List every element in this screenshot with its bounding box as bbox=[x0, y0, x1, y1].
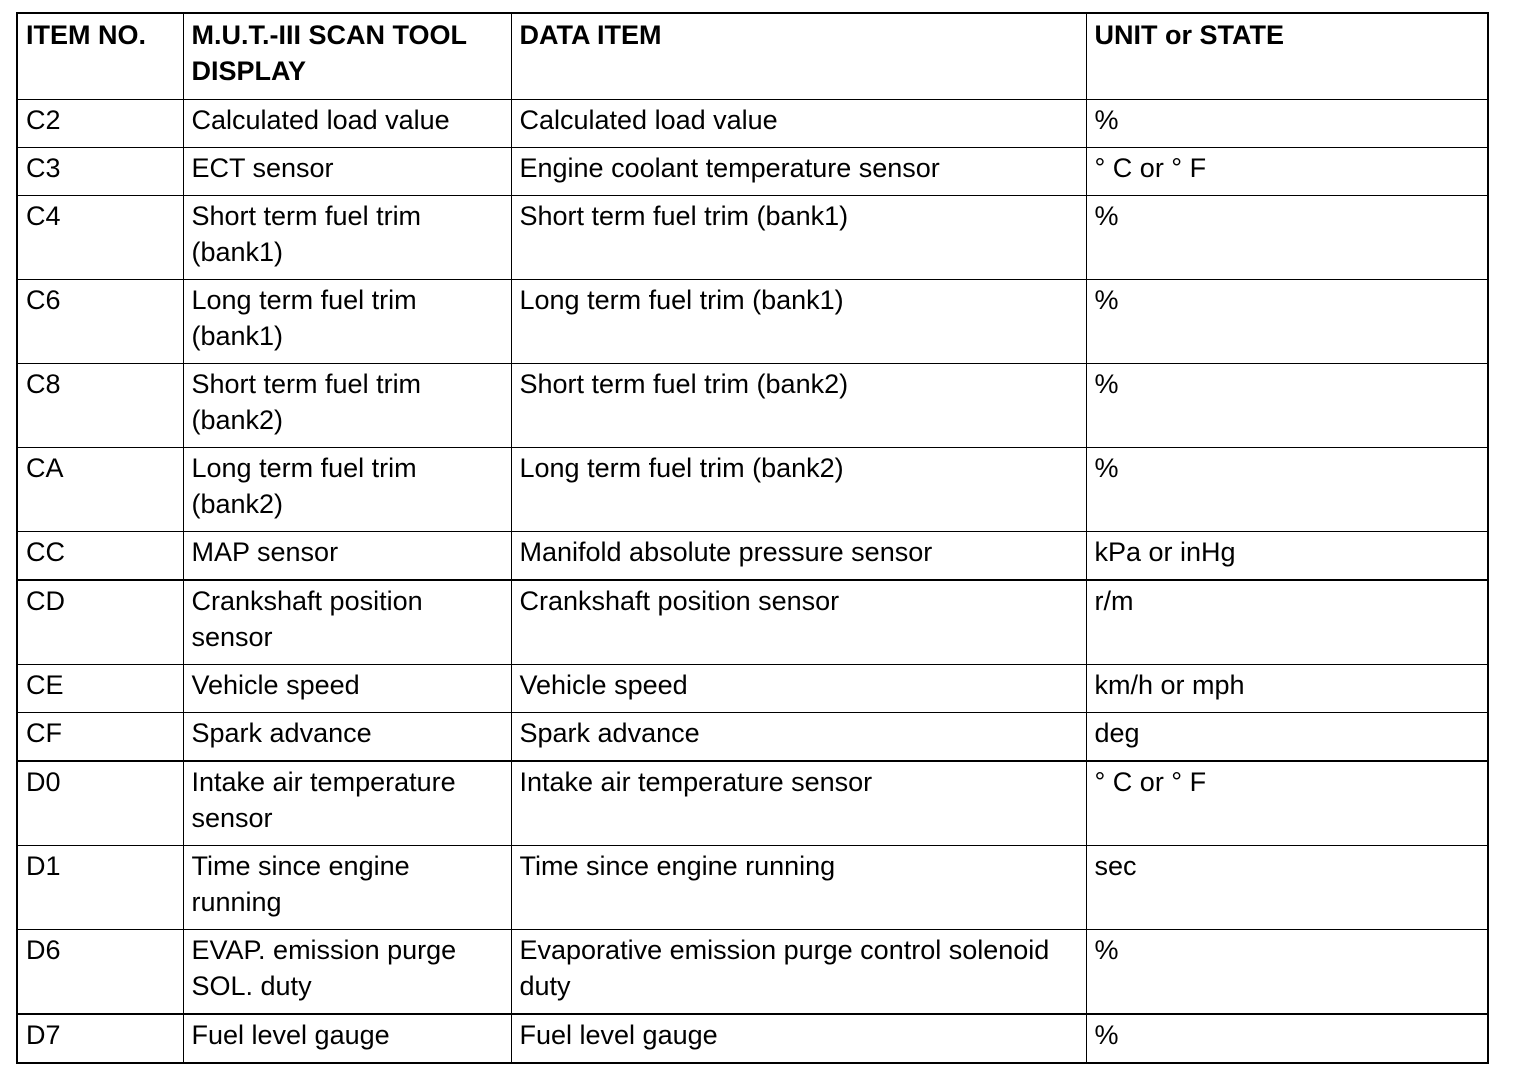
cell-data-item: Manifold absolute pressure sensor bbox=[511, 532, 1086, 581]
cell-data-item: Time since engine running bbox=[511, 846, 1086, 930]
table-row bbox=[17, 846, 1488, 930]
cell-data-item: Long term fuel trim (bank1) bbox=[511, 280, 1086, 364]
cell-unit: % bbox=[1086, 1014, 1488, 1063]
cell-data-item: Vehicle speed bbox=[511, 665, 1086, 713]
table-header-row bbox=[17, 13, 1488, 100]
cell-item-no: D6 bbox=[17, 930, 183, 1015]
cell-unit: % bbox=[1086, 448, 1488, 532]
cell-unit: % bbox=[1086, 100, 1488, 148]
header-item-no: ITEM NO. bbox=[17, 13, 183, 100]
table-row bbox=[17, 196, 1488, 280]
table-row bbox=[17, 580, 1488, 665]
cell-item-no: C2 bbox=[17, 100, 183, 148]
cell-unit: sec bbox=[1086, 846, 1488, 930]
table-row bbox=[17, 532, 1488, 581]
cell-data-item: Spark advance bbox=[511, 713, 1086, 762]
header-data-item: DATA ITEM bbox=[511, 13, 1086, 100]
cell-item-no: D7 bbox=[17, 1014, 183, 1063]
cell-unit: r/m bbox=[1086, 580, 1488, 665]
cell-item-no: D1 bbox=[17, 846, 183, 930]
cell-scan-tool-display: Fuel level gauge bbox=[183, 1014, 511, 1063]
cell-item-no: C3 bbox=[17, 148, 183, 196]
cell-item-no: C6 bbox=[17, 280, 183, 364]
cell-unit: km/h or mph bbox=[1086, 665, 1488, 713]
cell-data-item: Short term fuel trim (bank2) bbox=[511, 364, 1086, 448]
cell-data-item: Long term fuel trim (bank2) bbox=[511, 448, 1086, 532]
cell-scan-tool-display: Time since engine running bbox=[183, 846, 511, 930]
cell-scan-tool-display: Calculated load value bbox=[183, 100, 511, 148]
cell-unit: ° C or ° F bbox=[1086, 148, 1488, 196]
header-unit-or-state: UNIT or STATE bbox=[1086, 13, 1488, 100]
cell-item-no: CA bbox=[17, 448, 183, 532]
table-row bbox=[17, 100, 1488, 148]
cell-scan-tool-display: Spark advance bbox=[183, 713, 511, 762]
cell-scan-tool-display: Short term fuel trim (bank2) bbox=[183, 364, 511, 448]
cell-scan-tool-display: Vehicle speed bbox=[183, 665, 511, 713]
cell-scan-tool-display: Intake air temperature sensor bbox=[183, 761, 511, 846]
cell-scan-tool-display: Long term fuel trim (bank2) bbox=[183, 448, 511, 532]
cell-unit: kPa or inHg bbox=[1086, 532, 1488, 581]
table-row bbox=[17, 1014, 1488, 1063]
cell-item-no: CF bbox=[17, 713, 183, 762]
cell-scan-tool-display: Long term fuel trim (bank1) bbox=[183, 280, 511, 364]
cell-unit: ° C or ° F bbox=[1086, 761, 1488, 846]
table-row bbox=[17, 761, 1488, 846]
scan-tool-data-table bbox=[16, 12, 1489, 1064]
cell-data-item: Crankshaft position sensor bbox=[511, 580, 1086, 665]
cell-data-item: Short term fuel trim (bank1) bbox=[511, 196, 1086, 280]
table-row bbox=[17, 448, 1488, 532]
cell-data-item: Evaporative emission purge control solenoid duty bbox=[511, 930, 1086, 1015]
table-row bbox=[17, 665, 1488, 713]
cell-scan-tool-display: Short term fuel trim (bank1) bbox=[183, 196, 511, 280]
cell-item-no: CD bbox=[17, 580, 183, 665]
cell-unit: % bbox=[1086, 196, 1488, 280]
table-row bbox=[17, 280, 1488, 364]
header-scan-tool-display: M.U.T.-III SCAN TOOL DISPLAY bbox=[183, 13, 511, 100]
cell-item-no: C4 bbox=[17, 196, 183, 280]
cell-data-item: Intake air temperature sensor bbox=[511, 761, 1086, 846]
cell-data-item: Engine coolant temperature sensor bbox=[511, 148, 1086, 196]
cell-scan-tool-display: ECT sensor bbox=[183, 148, 511, 196]
table-row bbox=[17, 713, 1488, 762]
table-row bbox=[17, 148, 1488, 196]
cell-data-item: Calculated load value bbox=[511, 100, 1086, 148]
cell-unit: deg bbox=[1086, 713, 1488, 762]
table-row bbox=[17, 364, 1488, 448]
cell-unit: % bbox=[1086, 930, 1488, 1015]
cell-data-item: Fuel level gauge bbox=[511, 1014, 1086, 1063]
cell-item-no: CC bbox=[17, 532, 183, 581]
cell-scan-tool-display: Crankshaft position sensor bbox=[183, 580, 511, 665]
cell-scan-tool-display: MAP sensor bbox=[183, 532, 511, 581]
cell-item-no: C8 bbox=[17, 364, 183, 448]
cell-scan-tool-display: EVAP. emission purge SOL. duty bbox=[183, 930, 511, 1015]
cell-unit: % bbox=[1086, 280, 1488, 364]
cell-item-no: D0 bbox=[17, 761, 183, 846]
cell-unit: % bbox=[1086, 364, 1488, 448]
cell-item-no: CE bbox=[17, 665, 183, 713]
table-row bbox=[17, 930, 1488, 1015]
